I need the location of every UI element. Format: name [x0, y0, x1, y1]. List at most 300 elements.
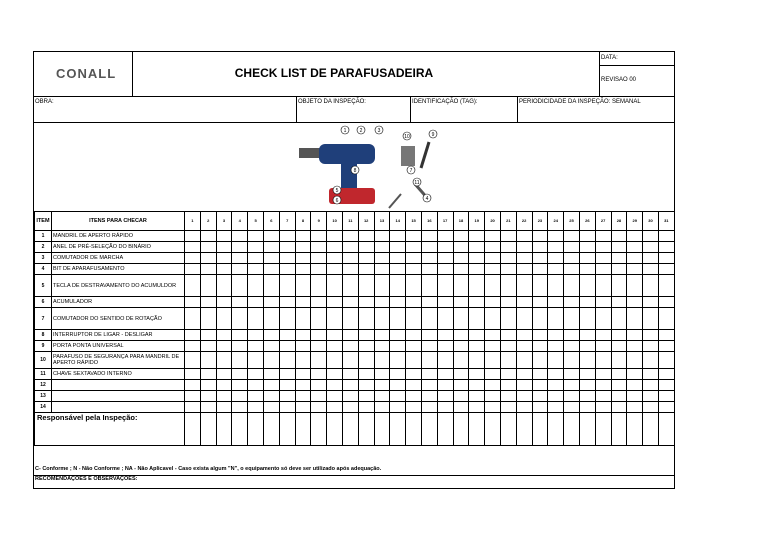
check-cell[interactable] [232, 231, 248, 242]
check-cell[interactable] [327, 308, 343, 330]
check-cell[interactable] [185, 242, 201, 253]
check-cell[interactable] [263, 253, 279, 264]
check-cell[interactable] [374, 341, 390, 352]
check-cell[interactable] [263, 275, 279, 297]
check-cell[interactable] [643, 264, 659, 275]
check-cell[interactable] [548, 297, 564, 308]
signature-cell[interactable] [469, 413, 485, 446]
check-cell[interactable] [311, 275, 327, 297]
signature-cell[interactable] [627, 413, 643, 446]
check-cell[interactable] [627, 391, 643, 402]
check-cell[interactable] [564, 380, 580, 391]
check-cell[interactable] [374, 380, 390, 391]
check-cell[interactable] [248, 231, 264, 242]
check-cell[interactable] [374, 308, 390, 330]
signature-cell[interactable] [295, 413, 311, 446]
check-cell[interactable] [485, 402, 501, 413]
check-cell[interactable] [579, 308, 595, 330]
check-cell[interactable] [548, 341, 564, 352]
check-cell[interactable] [327, 391, 343, 402]
check-cell[interactable] [390, 264, 406, 275]
check-cell[interactable] [185, 330, 201, 341]
check-cell[interactable] [216, 231, 232, 242]
check-cell[interactable] [342, 369, 358, 380]
check-cell[interactable] [658, 253, 674, 264]
check-cell[interactable] [611, 391, 627, 402]
check-cell[interactable] [532, 402, 548, 413]
check-cell[interactable] [279, 380, 295, 391]
check-cell[interactable] [516, 352, 532, 369]
check-cell[interactable] [311, 369, 327, 380]
check-cell[interactable] [453, 231, 469, 242]
check-cell[interactable] [327, 242, 343, 253]
check-cell[interactable] [263, 308, 279, 330]
check-cell[interactable] [390, 330, 406, 341]
check-cell[interactable] [295, 253, 311, 264]
check-cell[interactable] [185, 264, 201, 275]
check-cell[interactable] [406, 330, 422, 341]
check-cell[interactable] [469, 231, 485, 242]
check-cell[interactable] [327, 341, 343, 352]
check-cell[interactable] [627, 242, 643, 253]
check-cell[interactable] [421, 402, 437, 413]
check-cell[interactable] [548, 402, 564, 413]
check-cell[interactable] [374, 264, 390, 275]
check-cell[interactable] [421, 242, 437, 253]
check-cell[interactable] [342, 352, 358, 369]
check-cell[interactable] [216, 391, 232, 402]
check-cell[interactable] [216, 308, 232, 330]
check-cell[interactable] [263, 391, 279, 402]
check-cell[interactable] [358, 391, 374, 402]
check-cell[interactable] [200, 341, 216, 352]
check-cell[interactable] [185, 231, 201, 242]
check-cell[interactable] [516, 242, 532, 253]
check-cell[interactable] [437, 264, 453, 275]
check-cell[interactable] [342, 242, 358, 253]
check-cell[interactable] [611, 297, 627, 308]
check-cell[interactable] [500, 380, 516, 391]
check-cell[interactable] [390, 253, 406, 264]
check-cell[interactable] [358, 253, 374, 264]
signature-cell[interactable] [643, 413, 659, 446]
check-cell[interactable] [579, 341, 595, 352]
check-cell[interactable] [358, 308, 374, 330]
check-cell[interactable] [279, 264, 295, 275]
check-cell[interactable] [390, 341, 406, 352]
check-cell[interactable] [500, 242, 516, 253]
check-cell[interactable] [579, 297, 595, 308]
signature-cell[interactable] [406, 413, 422, 446]
check-cell[interactable] [248, 369, 264, 380]
check-cell[interactable] [564, 341, 580, 352]
check-cell[interactable] [611, 308, 627, 330]
check-cell[interactable] [216, 242, 232, 253]
check-cell[interactable] [263, 231, 279, 242]
check-cell[interactable] [564, 402, 580, 413]
check-cell[interactable] [643, 297, 659, 308]
check-cell[interactable] [658, 380, 674, 391]
check-cell[interactable] [485, 231, 501, 242]
check-cell[interactable] [579, 231, 595, 242]
check-cell[interactable] [643, 231, 659, 242]
check-cell[interactable] [327, 352, 343, 369]
check-cell[interactable] [627, 369, 643, 380]
check-cell[interactable] [232, 308, 248, 330]
check-cell[interactable] [311, 308, 327, 330]
check-cell[interactable] [500, 330, 516, 341]
check-cell[interactable] [658, 330, 674, 341]
check-cell[interactable] [421, 391, 437, 402]
check-cell[interactable] [295, 369, 311, 380]
check-cell[interactable] [358, 275, 374, 297]
check-cell[interactable] [342, 297, 358, 308]
check-cell[interactable] [579, 253, 595, 264]
check-cell[interactable] [437, 330, 453, 341]
check-cell[interactable] [485, 391, 501, 402]
check-cell[interactable] [390, 352, 406, 369]
check-cell[interactable] [643, 369, 659, 380]
check-cell[interactable] [390, 297, 406, 308]
signature-cell[interactable] [658, 413, 674, 446]
signature-cell[interactable] [485, 413, 501, 446]
signature-cell[interactable] [216, 413, 232, 446]
check-cell[interactable] [390, 308, 406, 330]
check-cell[interactable] [185, 352, 201, 369]
check-cell[interactable] [564, 275, 580, 297]
check-cell[interactable] [342, 253, 358, 264]
check-cell[interactable] [185, 391, 201, 402]
check-cell[interactable] [485, 330, 501, 341]
check-cell[interactable] [627, 275, 643, 297]
check-cell[interactable] [469, 391, 485, 402]
check-cell[interactable] [311, 264, 327, 275]
check-cell[interactable] [516, 391, 532, 402]
check-cell[interactable] [437, 380, 453, 391]
check-cell[interactable] [627, 380, 643, 391]
check-cell[interactable] [469, 308, 485, 330]
check-cell[interactable] [643, 402, 659, 413]
check-cell[interactable] [327, 330, 343, 341]
check-cell[interactable] [374, 253, 390, 264]
check-cell[interactable] [532, 231, 548, 242]
check-cell[interactable] [216, 330, 232, 341]
check-cell[interactable] [437, 391, 453, 402]
check-cell[interactable] [627, 264, 643, 275]
check-cell[interactable] [469, 341, 485, 352]
check-cell[interactable] [595, 330, 611, 341]
check-cell[interactable] [564, 264, 580, 275]
check-cell[interactable] [532, 264, 548, 275]
check-cell[interactable] [516, 253, 532, 264]
check-cell[interactable] [295, 341, 311, 352]
check-cell[interactable] [311, 231, 327, 242]
check-cell[interactable] [327, 380, 343, 391]
check-cell[interactable] [611, 352, 627, 369]
check-cell[interactable] [500, 264, 516, 275]
check-cell[interactable] [279, 231, 295, 242]
check-cell[interactable] [611, 402, 627, 413]
check-cell[interactable] [532, 352, 548, 369]
check-cell[interactable] [437, 308, 453, 330]
check-cell[interactable] [216, 402, 232, 413]
check-cell[interactable] [469, 264, 485, 275]
check-cell[interactable] [658, 231, 674, 242]
check-cell[interactable] [643, 352, 659, 369]
signature-cell[interactable] [516, 413, 532, 446]
check-cell[interactable] [548, 352, 564, 369]
check-cell[interactable] [390, 391, 406, 402]
check-cell[interactable] [295, 231, 311, 242]
signature-cell[interactable] [327, 413, 343, 446]
check-cell[interactable] [232, 352, 248, 369]
check-cell[interactable] [485, 380, 501, 391]
check-cell[interactable] [532, 242, 548, 253]
check-cell[interactable] [485, 264, 501, 275]
check-cell[interactable] [611, 341, 627, 352]
check-cell[interactable] [311, 402, 327, 413]
check-cell[interactable] [643, 275, 659, 297]
check-cell[interactable] [216, 380, 232, 391]
check-cell[interactable] [311, 391, 327, 402]
check-cell[interactable] [327, 402, 343, 413]
check-cell[interactable] [548, 253, 564, 264]
check-cell[interactable] [643, 253, 659, 264]
check-cell[interactable] [485, 341, 501, 352]
check-cell[interactable] [358, 380, 374, 391]
check-cell[interactable] [564, 253, 580, 264]
check-cell[interactable] [216, 275, 232, 297]
signature-cell[interactable] [595, 413, 611, 446]
check-cell[interactable] [627, 231, 643, 242]
check-cell[interactable] [627, 341, 643, 352]
check-cell[interactable] [516, 297, 532, 308]
check-cell[interactable] [232, 380, 248, 391]
check-cell[interactable] [279, 275, 295, 297]
check-cell[interactable] [658, 391, 674, 402]
check-cell[interactable] [248, 402, 264, 413]
check-cell[interactable] [595, 264, 611, 275]
check-cell[interactable] [295, 352, 311, 369]
check-cell[interactable] [421, 275, 437, 297]
check-cell[interactable] [374, 369, 390, 380]
check-cell[interactable] [263, 380, 279, 391]
check-cell[interactable] [453, 253, 469, 264]
check-cell[interactable] [374, 402, 390, 413]
check-cell[interactable] [500, 402, 516, 413]
signature-cell[interactable] [232, 413, 248, 446]
check-cell[interactable] [532, 297, 548, 308]
check-cell[interactable] [532, 391, 548, 402]
check-cell[interactable] [548, 231, 564, 242]
check-cell[interactable] [342, 402, 358, 413]
check-cell[interactable] [500, 369, 516, 380]
check-cell[interactable] [200, 253, 216, 264]
check-cell[interactable] [327, 275, 343, 297]
signature-cell[interactable] [279, 413, 295, 446]
check-cell[interactable] [532, 369, 548, 380]
check-cell[interactable] [611, 231, 627, 242]
check-cell[interactable] [643, 380, 659, 391]
check-cell[interactable] [374, 231, 390, 242]
signature-cell[interactable] [374, 413, 390, 446]
check-cell[interactable] [232, 330, 248, 341]
check-cell[interactable] [342, 330, 358, 341]
check-cell[interactable] [516, 330, 532, 341]
check-cell[interactable] [532, 380, 548, 391]
check-cell[interactable] [453, 264, 469, 275]
check-cell[interactable] [453, 369, 469, 380]
check-cell[interactable] [358, 402, 374, 413]
check-cell[interactable] [248, 352, 264, 369]
check-cell[interactable] [232, 264, 248, 275]
check-cell[interactable] [643, 330, 659, 341]
check-cell[interactable] [421, 264, 437, 275]
check-cell[interactable] [658, 369, 674, 380]
check-cell[interactable] [200, 242, 216, 253]
check-cell[interactable] [358, 242, 374, 253]
check-cell[interactable] [374, 297, 390, 308]
check-cell[interactable] [295, 275, 311, 297]
check-cell[interactable] [248, 391, 264, 402]
check-cell[interactable] [248, 330, 264, 341]
check-cell[interactable] [406, 402, 422, 413]
check-cell[interactable] [358, 330, 374, 341]
check-cell[interactable] [469, 380, 485, 391]
check-cell[interactable] [579, 402, 595, 413]
check-cell[interactable] [500, 352, 516, 369]
check-cell[interactable] [548, 369, 564, 380]
check-cell[interactable] [548, 391, 564, 402]
check-cell[interactable] [406, 242, 422, 253]
check-cell[interactable] [437, 352, 453, 369]
check-cell[interactable] [437, 297, 453, 308]
check-cell[interactable] [295, 242, 311, 253]
check-cell[interactable] [453, 391, 469, 402]
signature-cell[interactable] [185, 413, 201, 446]
check-cell[interactable] [279, 253, 295, 264]
check-cell[interactable] [595, 297, 611, 308]
check-cell[interactable] [485, 297, 501, 308]
check-cell[interactable] [485, 253, 501, 264]
check-cell[interactable] [295, 380, 311, 391]
check-cell[interactable] [469, 402, 485, 413]
check-cell[interactable] [548, 330, 564, 341]
check-cell[interactable] [279, 391, 295, 402]
check-cell[interactable] [248, 242, 264, 253]
check-cell[interactable] [248, 297, 264, 308]
check-cell[interactable] [658, 275, 674, 297]
check-cell[interactable] [295, 308, 311, 330]
check-cell[interactable] [263, 369, 279, 380]
check-cell[interactable] [516, 402, 532, 413]
check-cell[interactable] [374, 330, 390, 341]
check-cell[interactable] [595, 308, 611, 330]
check-cell[interactable] [421, 308, 437, 330]
check-cell[interactable] [185, 341, 201, 352]
check-cell[interactable] [200, 297, 216, 308]
check-cell[interactable] [406, 253, 422, 264]
check-cell[interactable] [185, 275, 201, 297]
check-cell[interactable] [564, 330, 580, 341]
check-cell[interactable] [437, 275, 453, 297]
check-cell[interactable] [437, 402, 453, 413]
signature-cell[interactable] [579, 413, 595, 446]
signature-cell[interactable] [611, 413, 627, 446]
check-cell[interactable] [279, 402, 295, 413]
check-cell[interactable] [421, 369, 437, 380]
check-cell[interactable] [358, 352, 374, 369]
check-cell[interactable] [311, 380, 327, 391]
check-cell[interactable] [421, 380, 437, 391]
signature-cell[interactable] [358, 413, 374, 446]
check-cell[interactable] [421, 231, 437, 242]
check-cell[interactable] [279, 330, 295, 341]
check-cell[interactable] [643, 391, 659, 402]
signature-cell[interactable] [437, 413, 453, 446]
check-cell[interactable] [643, 341, 659, 352]
check-cell[interactable] [216, 369, 232, 380]
check-cell[interactable] [358, 231, 374, 242]
check-cell[interactable] [327, 253, 343, 264]
check-cell[interactable] [311, 297, 327, 308]
check-cell[interactable] [406, 380, 422, 391]
check-cell[interactable] [643, 308, 659, 330]
check-cell[interactable] [390, 369, 406, 380]
check-cell[interactable] [595, 253, 611, 264]
check-cell[interactable] [469, 352, 485, 369]
check-cell[interactable] [500, 341, 516, 352]
check-cell[interactable] [595, 402, 611, 413]
signature-cell[interactable] [390, 413, 406, 446]
check-cell[interactable] [437, 231, 453, 242]
check-cell[interactable] [327, 297, 343, 308]
check-cell[interactable] [200, 402, 216, 413]
check-cell[interactable] [548, 264, 564, 275]
check-cell[interactable] [564, 308, 580, 330]
check-cell[interactable] [232, 242, 248, 253]
check-cell[interactable] [358, 264, 374, 275]
check-cell[interactable] [200, 391, 216, 402]
check-cell[interactable] [185, 402, 201, 413]
check-cell[interactable] [421, 330, 437, 341]
check-cell[interactable] [295, 402, 311, 413]
check-cell[interactable] [390, 275, 406, 297]
check-cell[interactable] [453, 297, 469, 308]
check-cell[interactable] [627, 352, 643, 369]
signature-cell[interactable] [342, 413, 358, 446]
check-cell[interactable] [643, 242, 659, 253]
check-cell[interactable] [579, 369, 595, 380]
signature-cell[interactable] [500, 413, 516, 446]
check-cell[interactable] [185, 297, 201, 308]
check-cell[interactable] [658, 352, 674, 369]
check-cell[interactable] [611, 242, 627, 253]
check-cell[interactable] [548, 308, 564, 330]
check-cell[interactable] [342, 231, 358, 242]
check-cell[interactable] [358, 297, 374, 308]
signature-cell[interactable] [532, 413, 548, 446]
check-cell[interactable] [406, 352, 422, 369]
check-cell[interactable] [500, 308, 516, 330]
check-cell[interactable] [232, 297, 248, 308]
check-cell[interactable] [421, 341, 437, 352]
check-cell[interactable] [311, 341, 327, 352]
check-cell[interactable] [311, 253, 327, 264]
check-cell[interactable] [248, 380, 264, 391]
check-cell[interactable] [200, 275, 216, 297]
check-cell[interactable] [627, 297, 643, 308]
